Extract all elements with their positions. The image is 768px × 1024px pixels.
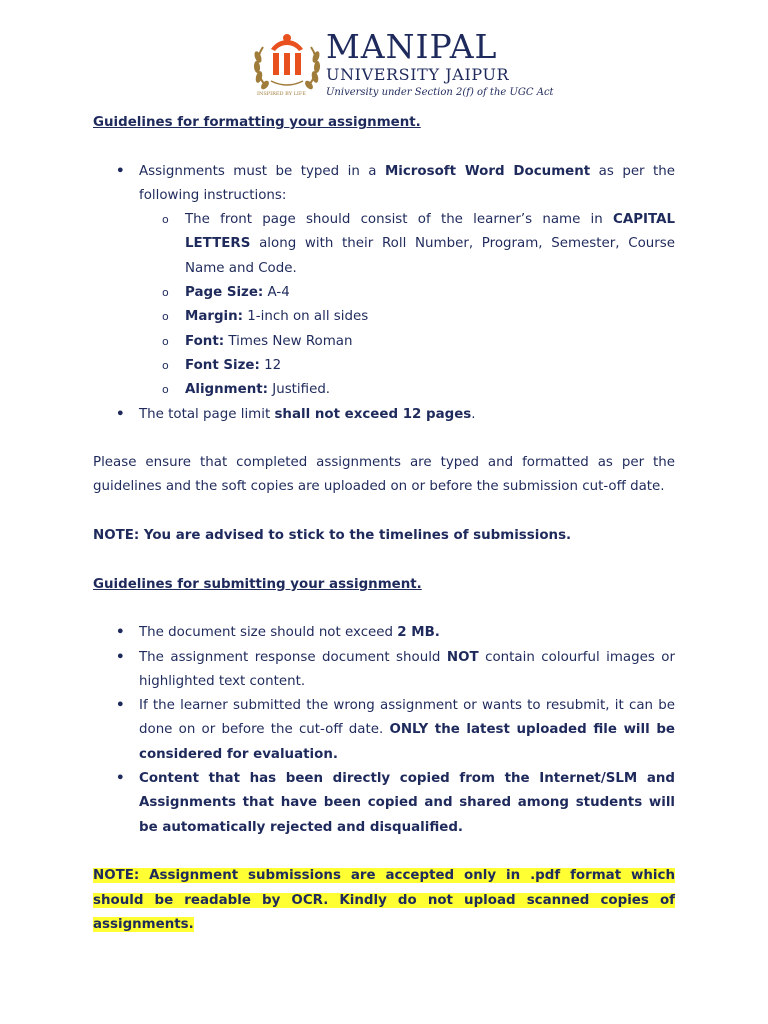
formatting-sublist bbox=[139, 208, 675, 402]
list-item: o Font: Times New Roman bbox=[185, 330, 675, 354]
list-item: o The front page should consist of the learner’s name in CAPITAL LETTERS along with their Roll Number, Program, Semester, Course Name and Code. bbox=[185, 208, 675, 281]
list-item: o Font Size: 12 bbox=[185, 354, 675, 378]
pdf-format-note: NOTE: Assignment submissions are accepted only in .pdf format which should be readable by OCR. Kindly do not upload scanned copies of assignments. bbox=[93, 868, 675, 932]
submitting-heading: Guidelines for submitting your assignment. bbox=[93, 576, 422, 592]
list-item: • Content that has been directly copied from the Internet/SLM and Assignments that have been copied and shared among students will be automatically rejected and disqualified. bbox=[139, 767, 675, 840]
list-item: • The total page limit shall not exceed 12 pages. bbox=[139, 403, 675, 427]
list-item: o Alignment: Justified. bbox=[185, 378, 675, 402]
formatting-heading: Guidelines for formatting your assignment. bbox=[93, 115, 421, 130]
brand-tagline: University under Section 2(f) of the UGC Act bbox=[326, 87, 554, 98]
list-item: • The document size should not exceed 2 MB. bbox=[139, 621, 675, 645]
list-item: • If the learner submitted the wrong assignment or wants to resubmit, it can be done on or before the cut-off date. ONLY the latest uploaded file will be considered for evaluation. bbox=[139, 694, 675, 767]
guidelines-content bbox=[93, 111, 675, 937]
university-logo bbox=[249, 27, 554, 101]
emblem-motto: INSPIRED BY LIFE bbox=[257, 91, 307, 97]
timeline-note: NOTE: You are advised to stick to the timelines of submissions. bbox=[93, 528, 572, 544]
submitting-list bbox=[93, 621, 675, 840]
formatting-list bbox=[93, 160, 675, 427]
brand-university: UNIVERSITY JAIPUR bbox=[326, 65, 510, 84]
list-item: o Page Size: A-4 bbox=[185, 281, 675, 305]
instruction-paragraph: Please ensure that completed assignments are typed and formatted as per the guidelines and the soft copies are uploaded on or before the submission cut-off date. bbox=[93, 455, 675, 495]
list-item: • Assignments must be typed in a Microsoft Word Document as per the following instructions: o The front page should consist of the learner’s name in CAPITAL LETTERS along with their Roll Number, Program, Semester, Course Name and Code. o Page Size: A-4 o Margin: 1-inch on all sides o Font: Times New Roman o Font Size: 12 o Alignment: Justified. bbox=[139, 160, 675, 403]
brand-name: MANIPAL bbox=[326, 27, 498, 66]
list-item: o Margin: 1-inch on all sides bbox=[185, 305, 675, 329]
list-item: • The assignment response document should NOT contain colourful images or highlighted text content. bbox=[139, 646, 675, 695]
